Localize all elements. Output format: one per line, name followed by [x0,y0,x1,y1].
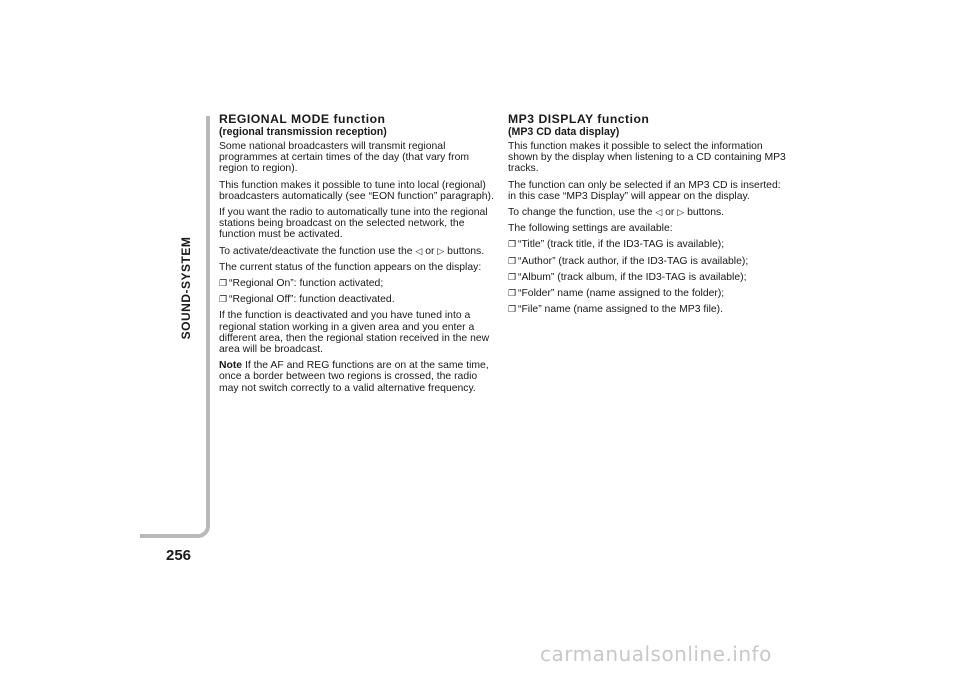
list-item [508,304,786,315]
left-column [219,113,497,399]
paragraph: The following settings are available: [508,223,673,235]
paragraph: If you want the radio to automatically tune into the regional stations being broadcast on the selected network, the function must be activated. [219,207,488,241]
list-item [508,272,786,283]
list-item-text: “Folder” name (name assigned to the folder); [518,288,725,300]
regional-mode-subtitle: (regional transmission reception) [219,126,387,138]
right-arrow-icon: ▷ [677,207,685,218]
paragraph: The function can only be selected if an MP3 CD is inserted: in this case “MP3 Display” will appear on the display. [508,179,781,202]
note-text: If the AF and REG functions are on at the same time, once a border between two regions is crossed, the radio may not switch correctly to a valid alternative frequency. [219,360,489,394]
note-label: Note [219,360,243,372]
paragraph: The current status of the function appears on the display: [219,261,482,273]
checkbox-bullet-icon: ❐ [508,288,517,299]
list-item-text: “Author” (track author, if the ID3-TAG is available); [518,255,749,267]
paragraph-text: or [425,245,435,257]
list-item [508,239,786,250]
paragraph-text: To activate/deactivate the function use the [219,245,413,257]
paragraph [219,246,497,257]
list-item-text: “Regional Off”: function deactivated. [229,294,395,306]
paragraph: If the function is deactivated and you have tuned into a regional station working in a given area and you enter a different area, then the regional station received in the new area will be broadcast. [219,310,490,356]
list-item [508,288,786,299]
section-label: SOUND-SYSTEM [179,236,193,340]
paragraph-text: To change the function, use the [508,207,653,219]
paragraph [508,207,786,218]
note [219,360,497,394]
left-arrow-icon: ◁ [415,245,423,256]
checkbox-bullet-icon: ❐ [219,278,228,289]
paragraph-text: buttons. [687,207,725,219]
paragraph-text: or [665,207,675,219]
regional-mode-title: REGIONAL MODE function [219,112,386,126]
paragraph: Some national broadcasters will transmit regional programmes at certain times of the day (that vary from region to region). [219,141,470,175]
list-item [508,256,786,267]
checkbox-bullet-icon: ❐ [508,239,517,250]
checkbox-bullet-icon: ❐ [508,255,517,266]
checkbox-bullet-icon: ❐ [219,294,228,305]
sidebar-frame [140,116,210,538]
list-item-text: “Album” (track album, if the ID3-TAG is available); [518,271,747,283]
paragraph: This function makes it possible to select the information shown by the display when listening to a CD containing MP3 tracks. [508,141,786,175]
right-column [508,113,786,320]
list-item-text: “Regional On”: function activated; [229,278,384,290]
paragraph: This function makes it possible to tune into local (regional) broadcasters automatically (see “EON function” paragraph). [219,179,494,202]
list-item-text: “File” name (name assigned to the MP3 file). [518,304,724,316]
list-item [219,294,497,305]
list-item-text: “Title” (track title, if the ID3-TAG is available); [518,239,725,251]
left-arrow-icon: ◁ [655,207,663,218]
page-number: 256 [166,547,192,564]
checkbox-bullet-icon: ❐ [508,304,517,315]
mp3-display-title: MP3 DISPLAY function [508,112,650,126]
right-arrow-icon: ▷ [437,245,445,256]
mp3-display-subtitle: (MP3 CD data display) [508,126,620,138]
list-item [219,278,497,289]
paragraph-text: buttons. [447,245,485,257]
watermark: carmanualsonline.info [540,642,772,666]
checkbox-bullet-icon: ❐ [508,271,517,282]
